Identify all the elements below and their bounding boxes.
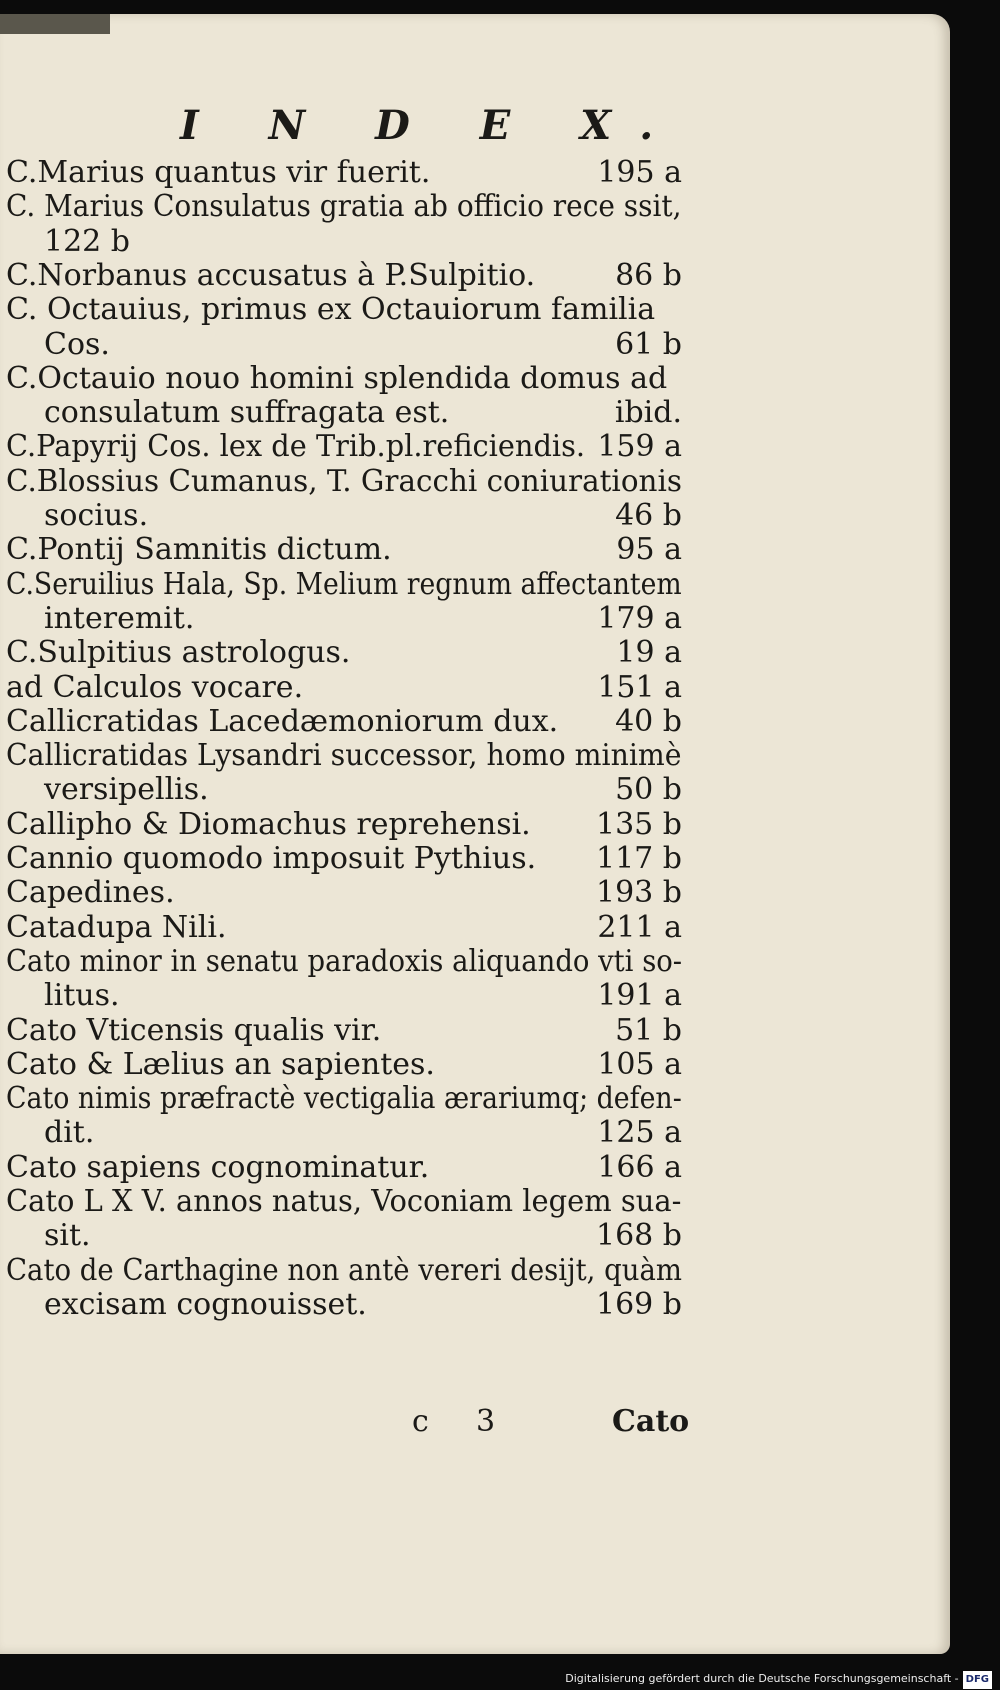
entry-text: consulatum suffragata est. — [44, 395, 450, 431]
signature-number: 3 — [476, 1404, 496, 1439]
index-entry-line — [6, 188, 682, 226]
digitization-credit — [565, 1670, 992, 1688]
page-edge-tab — [0, 14, 110, 34]
index-entry-line — [6, 1183, 682, 1221]
entry-page-ref: 117 b — [595, 841, 682, 876]
entry-text: Cato L X V. annos natus, Voconiam legem sua- — [6, 1184, 682, 1219]
index-entry-line — [6, 909, 682, 947]
entry-page-ref: 40 b — [615, 703, 682, 739]
entry-text: C. Octauius, primus ex Octauiorum familia — [6, 292, 656, 328]
entry-text: C.Marius quantus vir fuerit. — [6, 155, 431, 190]
catchword: Cato — [612, 1404, 690, 1439]
entry-page-ref: 86 b — [615, 257, 682, 293]
entry-text: ad Calculos vocare. — [6, 669, 304, 705]
index-entry-line — [44, 977, 682, 1015]
index-entry-line — [6, 154, 682, 192]
index-entry-line — [6, 806, 682, 844]
entry-text: C.Octauio nouo homini splendida domus ad — [6, 360, 668, 396]
index-entry-line — [44, 771, 682, 809]
index-entry-line — [44, 600, 682, 638]
book-page — [0, 14, 950, 1654]
index-entry-line — [6, 703, 682, 741]
index-entry-line — [6, 1080, 682, 1118]
entry-text: C.Pontij Samnitis dictum. — [6, 532, 392, 568]
index-entry-line — [6, 737, 682, 775]
index-entry-line — [44, 223, 682, 261]
entry-page-ref: 159 a — [597, 429, 682, 465]
entry-page-ref: 195 a — [597, 155, 682, 190]
entry-page-ref: 19 a — [616, 635, 682, 671]
entry-text: Cato & Lælius an sapientes. — [6, 1046, 435, 1082]
entry-page-ref: 50 b — [615, 772, 682, 808]
entry-page-ref: 168 b — [595, 1218, 682, 1254]
index-entry-line — [6, 566, 682, 604]
index-entry-line — [6, 531, 682, 569]
index-entry-line — [44, 497, 682, 535]
entry-page-ref: 51 b — [615, 1012, 682, 1048]
entry-text: Callicratidas Lacedæmoniorum dux. — [6, 703, 559, 739]
entry-text: Catadupa Nili. — [6, 909, 227, 945]
entry-text: interemit. — [44, 600, 195, 636]
page-title: I N D E X. — [180, 102, 682, 149]
entry-text: Cato Vticensis qualis vir. — [6, 1012, 382, 1048]
entry-text: Cato minor in senatu paradoxis aliquando vti so- — [6, 943, 683, 979]
page-footer — [0, 1404, 950, 1444]
entry-page-ref: 166 a — [597, 1149, 682, 1185]
entry-text: Callicratidas Lysandri successor, homo minimè — [6, 738, 682, 774]
index-entry-line — [6, 634, 682, 672]
entry-text: Cos. — [44, 326, 110, 362]
entry-text: C.Sulpitius astrologus. — [6, 635, 351, 671]
entry-text: Cato de Carthagine non antè vereri desijt, quàm — [6, 1252, 682, 1288]
entry-text: Capedines. — [6, 875, 175, 911]
entry-text: Cato nimis præfractè vectigalia ærariumq; defen- — [6, 1081, 682, 1117]
index-entry-line — [6, 874, 682, 912]
entry-text: sit. — [44, 1218, 91, 1254]
entry-text: 122 b — [44, 223, 131, 259]
entry-text: C.Seruilius Hala, Sp. Melium regnum affectantem — [6, 566, 682, 602]
entry-text: C.Papyrij Cos. lex de Trib.pl.reficiendis. — [6, 429, 586, 465]
entry-text: Callipho & Diomachus reprehensi. — [6, 806, 531, 842]
credit-text: Digitalisierung gefördert durch die Deutsche Forschungsgemeinschaft - — [565, 1672, 959, 1685]
entry-page-ref: ibid. — [614, 395, 682, 431]
index-entry-line — [44, 1217, 682, 1255]
index-entry-line — [6, 291, 682, 329]
entry-text: excisam cognouisset. — [44, 1286, 367, 1322]
signature-mark: c — [412, 1404, 429, 1439]
index-entry-line — [44, 326, 682, 364]
index-entry-line — [6, 1149, 682, 1187]
entry-page-ref: 193 b — [595, 875, 682, 911]
entry-text: litus. — [44, 978, 120, 1014]
entry-page-ref: 46 b — [615, 498, 682, 533]
entry-page-ref: 211 a — [597, 909, 682, 945]
entry-page-ref: 191 a — [597, 978, 682, 1014]
index-entry-line — [6, 1252, 682, 1290]
entry-text: C.Blossius Cumanus, T. Gracchi coniurationis — [6, 463, 682, 499]
entry-page-ref: 151 a — [597, 669, 682, 705]
index-entry-line — [6, 1012, 682, 1050]
entry-text: versipellis. — [44, 772, 209, 808]
entry-page-ref: 105 a — [597, 1046, 682, 1082]
index-entry-line — [6, 669, 682, 707]
entry-text: Cato sapiens cognominatur. — [6, 1149, 430, 1185]
entry-page-ref: 61 b — [615, 326, 682, 362]
index-entry-line — [6, 463, 682, 501]
index-entry-line — [6, 840, 682, 878]
entry-text: Cannio quomodo imposuit Pythius. — [6, 841, 537, 876]
entry-page-ref: 95 a — [616, 532, 682, 568]
index-entry-line — [6, 360, 682, 398]
entry-page-ref: 135 b — [595, 806, 682, 842]
entry-page-ref: 179 a — [597, 600, 682, 636]
entry-text: C. Marius Consulatus gratia ab officio rece ssit, — [6, 189, 682, 225]
entry-page-ref: 125 a — [597, 1115, 682, 1151]
index-entry-line — [44, 394, 682, 432]
index-entry-line — [6, 428, 682, 466]
index-entry-line — [6, 1046, 682, 1084]
index-entry-line — [6, 943, 682, 981]
index-entry-line — [44, 1114, 682, 1152]
index-entry-line — [6, 257, 682, 295]
entry-page-ref: 169 b — [595, 1286, 682, 1322]
entry-text: dit. — [44, 1115, 95, 1151]
index-entry-line — [44, 1286, 682, 1324]
entry-text: C.Norbanus accusatus à P.Sulpitio. — [6, 257, 536, 293]
entry-text: socius. — [44, 498, 149, 533]
dfg-logo-icon: DFG — [963, 1671, 992, 1689]
